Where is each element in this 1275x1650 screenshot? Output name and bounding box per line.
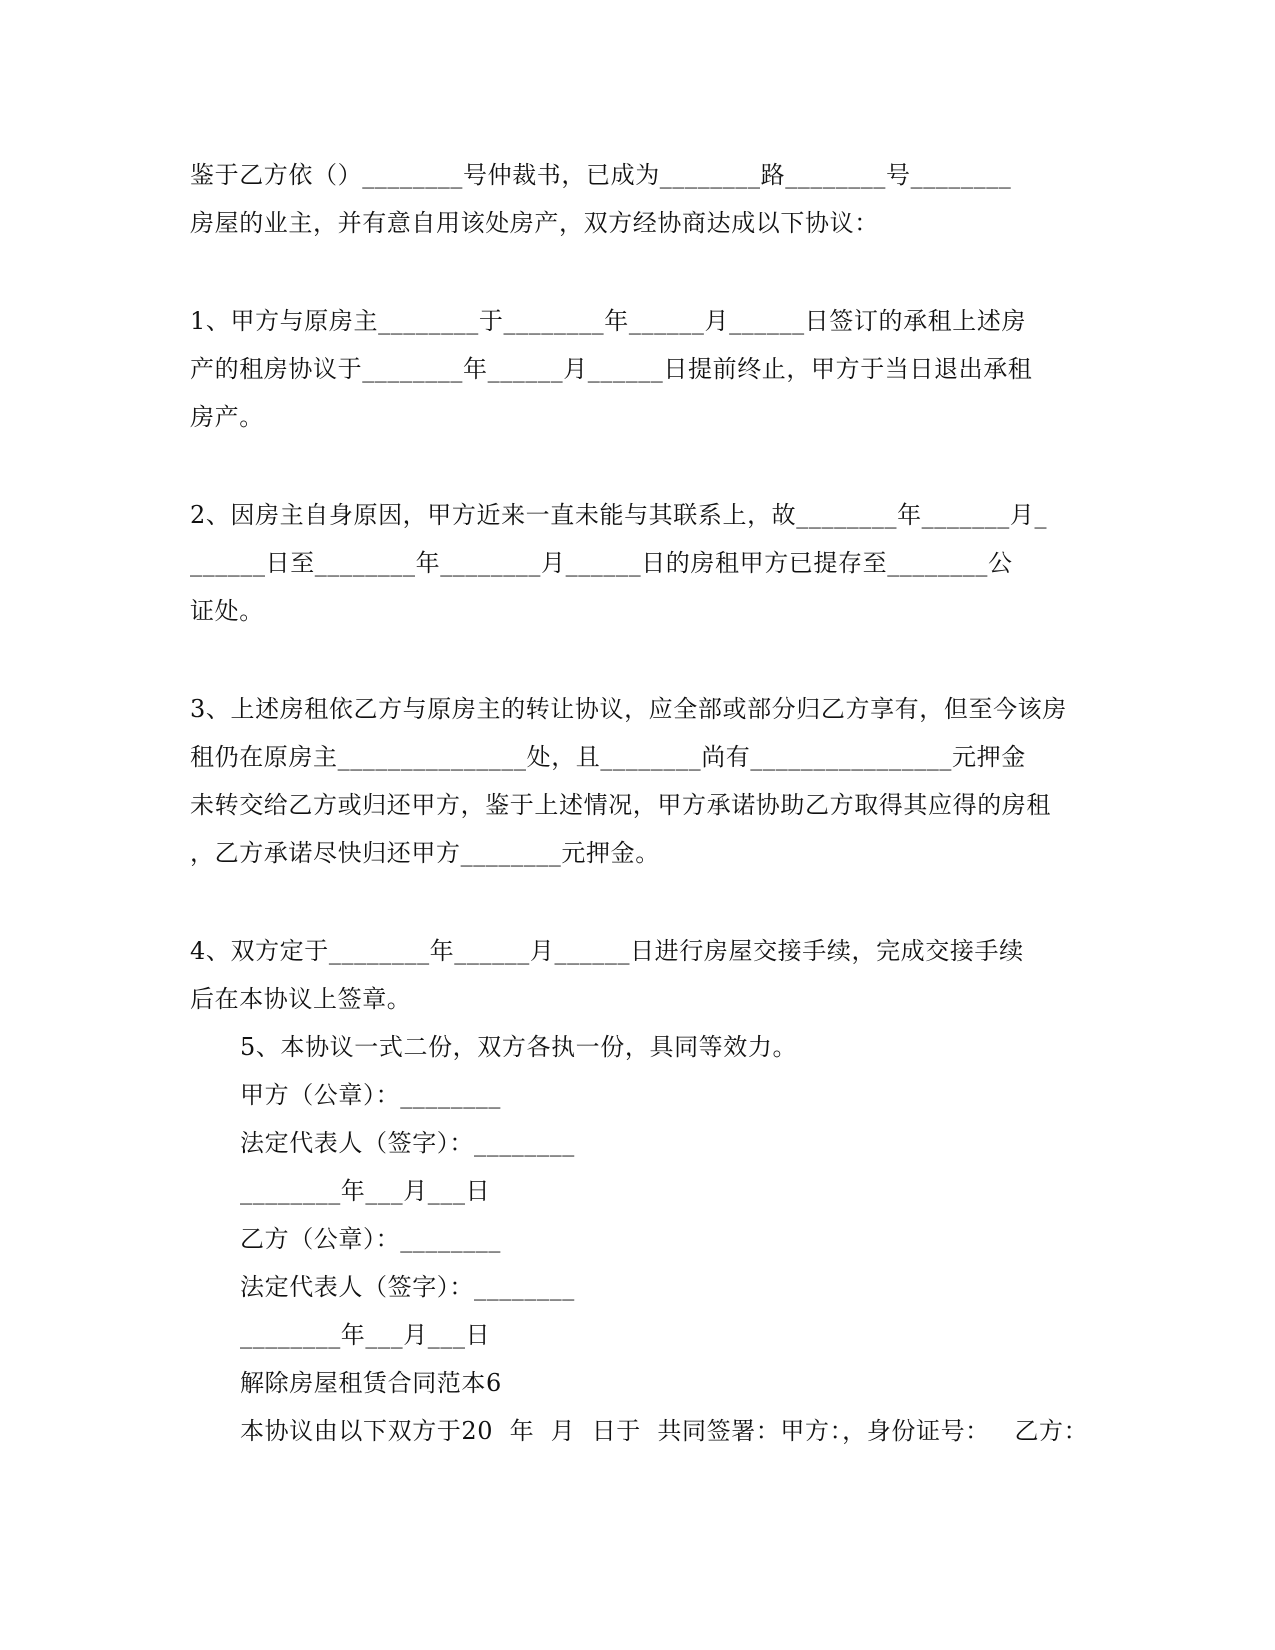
clause-5: 5、本协议一式二份，双方各执一份，具同等效力。 — [240, 1033, 798, 1061]
template-intro: 本协议由以下双方于20 年 月 日于 共同签署：甲方：，身份证号： 乙方： — [240, 1417, 1089, 1445]
preamble-line-1: 鉴于乙方依（）________号仲裁书，已成为________路________号________ — [190, 161, 1012, 189]
clause-3-line-1: 3、上述房租依乙方与原房主的转让协议，应全部或部分归乙方享有，但至今该房 — [190, 695, 1067, 723]
clause-4-line-2: 后在本协议上签章。 — [190, 985, 412, 1013]
clause-1-line-3: 房产。 — [190, 403, 264, 431]
party-a-representative: 法定代表人（签字）：________ — [240, 1129, 575, 1157]
clause-1-line-2: 产的租房协议于________年______月______日提前终止，甲方于当日退出承租 — [190, 355, 1033, 383]
clause-3-line-3: 未转交给乙方或归还甲方，鉴于上述情况，甲方承诺协助乙方取得其应得的房租 — [190, 791, 1051, 819]
clause-2-line-2: ______日至________年________月______日的房租甲方已提存至________公 — [190, 549, 1013, 577]
party-a-date: ________年___月___日 — [240, 1177, 491, 1205]
party-b-date: ________年___月___日 — [240, 1321, 491, 1349]
preamble-line-2: 房屋的业主，并有意自用该处房产，双方经协商达成以下协议： — [190, 209, 879, 237]
clause-2-line-1: 2、因房主自身原因，甲方近来一直未能与其联系上，故________年_______月_ — [190, 501, 1048, 529]
template-title: 解除房屋租赁合同范本6 — [240, 1369, 502, 1397]
clause-4-line-1: 4、双方定于________年______月______日进行房屋交接手续，完成交接手续 — [190, 937, 1024, 965]
party-a-seal: 甲方（公章）：________ — [240, 1081, 501, 1109]
party-b-representative: 法定代表人（签字）：________ — [240, 1273, 575, 1301]
clause-3-line-4: ，乙方承诺尽快归还甲方________元押金。 — [190, 839, 660, 867]
clause-2-line-3: 证处。 — [190, 597, 264, 625]
clause-3-line-2: 租仍在原房主_______________处，且________尚有________________元押金 — [190, 743, 1026, 771]
party-b-seal: 乙方（公章）：________ — [240, 1225, 501, 1253]
clause-1-line-1: 1、甲方与原房主________于________年______月______日签订的承租上述房 — [190, 307, 1027, 335]
